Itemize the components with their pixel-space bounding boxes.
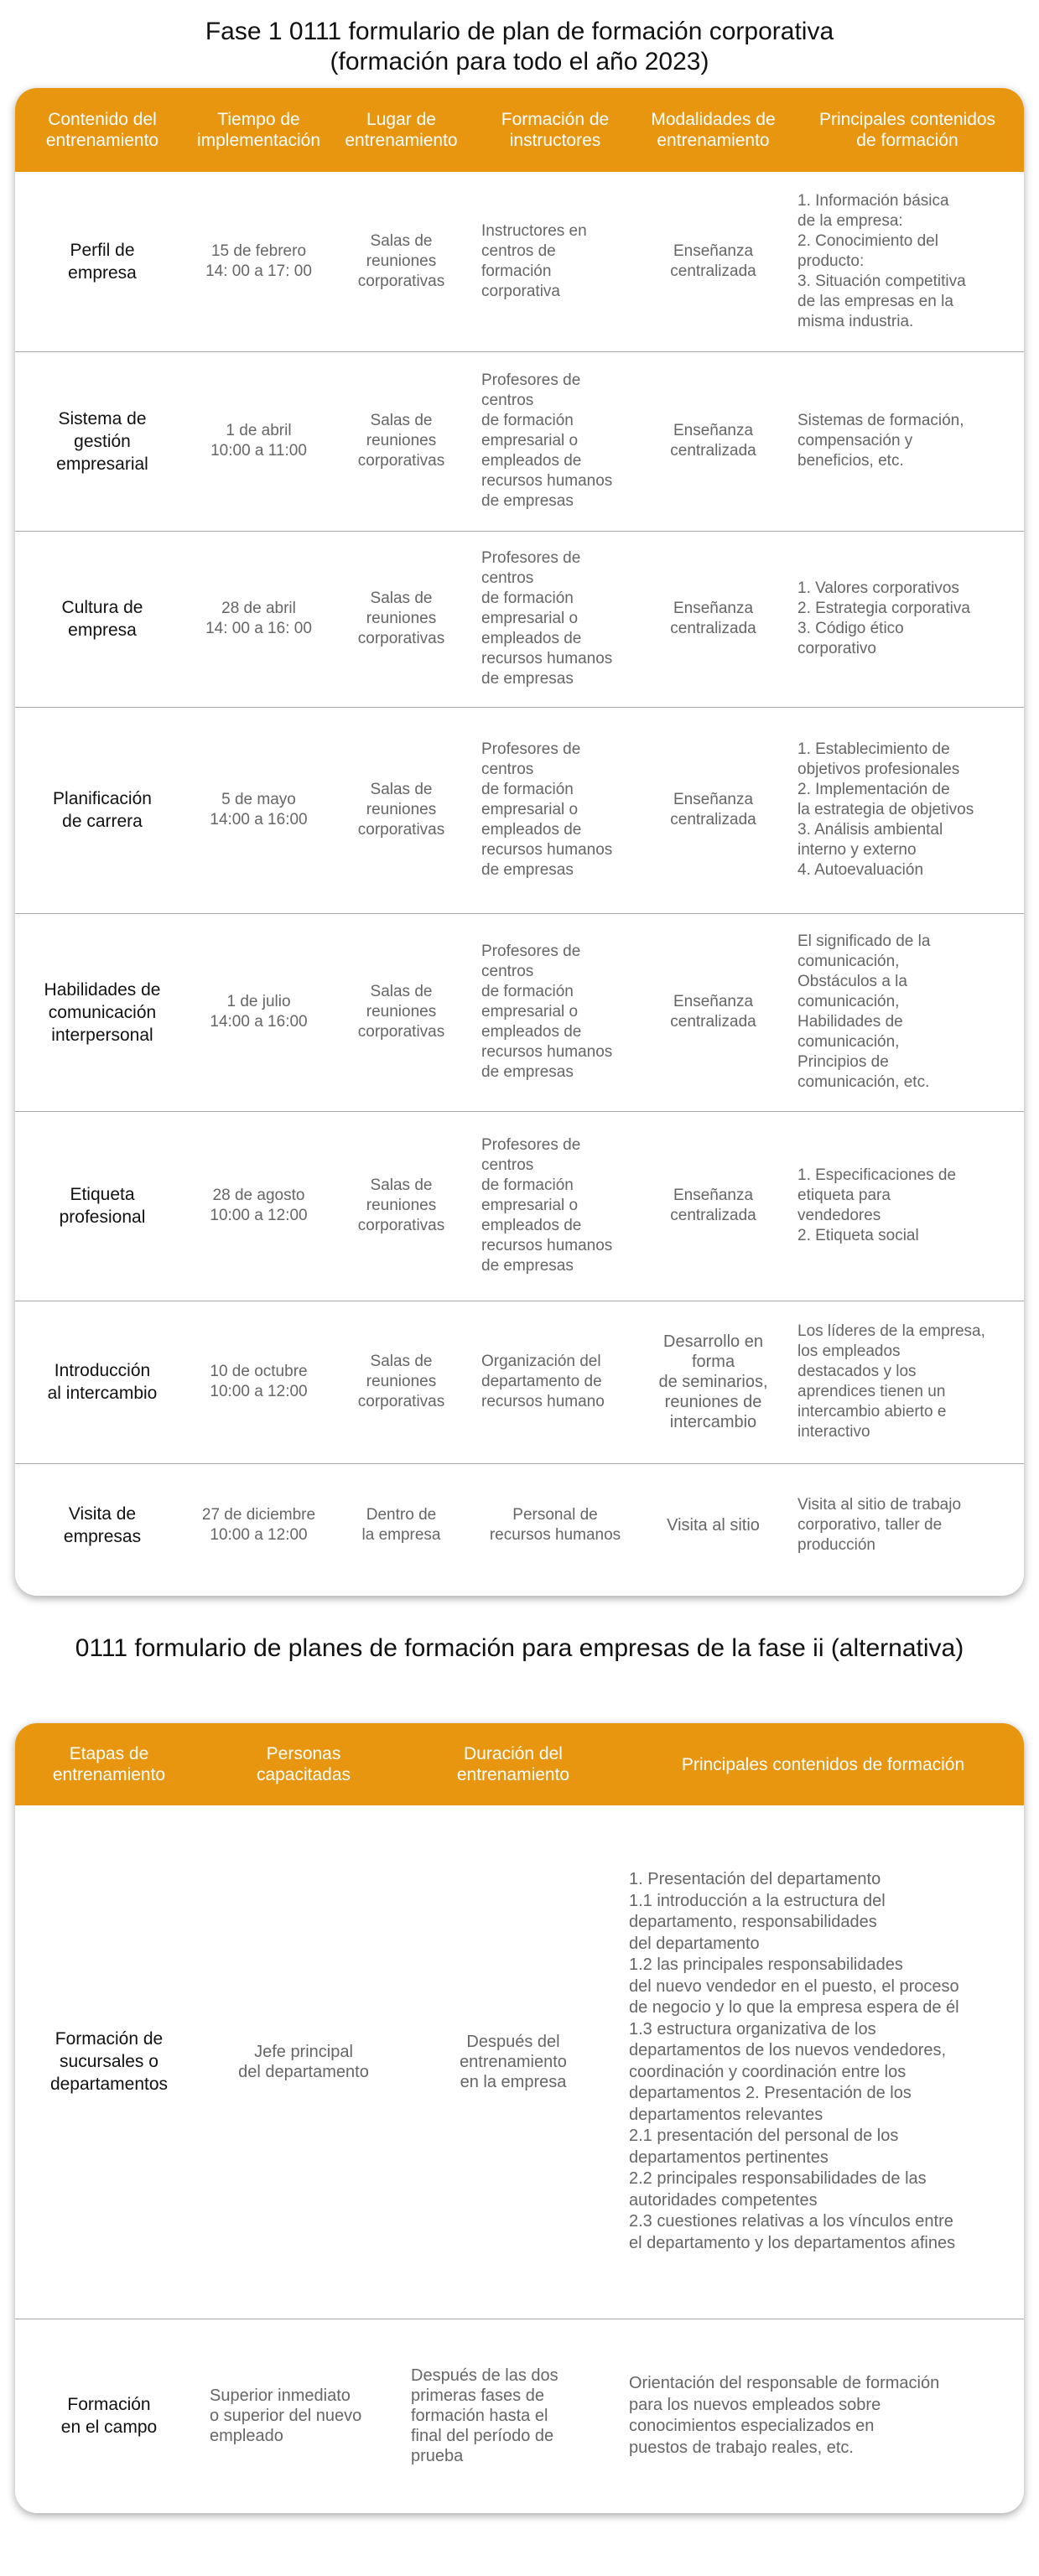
row-time: 10 de octubre 10:00 a 12:00	[190, 1301, 328, 1463]
row-instructors: Profesores de centros de formación empresarial o empleados de recursos humanos de empresas	[475, 1111, 636, 1301]
header-main-topics: Principales contenidos de formación	[791, 88, 1024, 172]
row-topics: Los líderes de la empresa, los empleados destacados y los aprendices tienen un intercambio abierto e interactivo	[791, 1301, 1024, 1463]
header-modality: Modalidades de entrenamiento	[636, 88, 791, 172]
table-row	[15, 707, 1024, 913]
row-modality: Enseñanza centralizada	[636, 531, 791, 707]
row-time: 28 de abril 14: 00 a 16: 00	[190, 531, 328, 707]
row-instructors: Personal de recursos humanos	[489, 1506, 621, 1545]
row-stage: Formación en el campo	[60, 2395, 158, 2438]
table-row	[15, 1301, 1024, 1463]
row-instructors: Profesores de centros de formación empresarial o empleados de recursos humanos de empresas	[475, 707, 636, 913]
table2-header-row	[15, 1723, 1024, 1805]
table1-header-row	[15, 88, 1024, 172]
row-place: Salas de reuniones corporativas	[328, 351, 475, 531]
table-row	[15, 351, 1024, 531]
row-time: 1 de abril 10:00 a 11:00	[190, 351, 328, 531]
table-row	[15, 531, 1024, 707]
row-place: Salas de reuniones corporativas	[328, 707, 475, 913]
training-plan-table-phase1	[15, 88, 1024, 1596]
header-training-stages: Etapas de entrenamiento	[15, 1723, 203, 1805]
row-modality: Enseñanza centralizada	[636, 707, 791, 913]
row-topics: El significado de la comunicación, Obstáculos a la comunicación, Habilidades de comunicación, Principios de comunicación, etc.	[791, 913, 1024, 1111]
table-row	[15, 2319, 1024, 2513]
row-content: Visita de empresas	[63, 1504, 142, 1547]
table-row	[15, 913, 1024, 1111]
header-instructors: Formación de instructores	[475, 88, 636, 172]
row-topics: 1. Especificaciones de etiqueta para vendedores 2. Etiqueta social	[791, 1111, 1024, 1301]
row-time: 1 de julio 14:00 a 16:00	[190, 913, 328, 1111]
row-topics: 1. Valores corporativos 2. Estrategia corporativa 3. Código ético corporativo	[791, 531, 1024, 707]
training-plan-table-phase2	[15, 1723, 1024, 2513]
row-content: Habilidades de comunicación interpersonal	[15, 913, 190, 1111]
row-time: 15 de febrero 14: 00 a 17: 00	[190, 172, 328, 351]
row-modality: Desarrollo en forma de seminarios, reuniones de intercambio	[636, 1301, 791, 1463]
row-place: Dentro de la empresa	[361, 1506, 441, 1545]
row-topics: Sistemas de formación, compensación y beneficios, etc.	[791, 351, 1024, 531]
table-row	[15, 1463, 1024, 1587]
row-instructors: Profesores de centros de formación empresarial o empleados de recursos humanos de empresas	[475, 351, 636, 531]
row-modality: Enseñanza centralizada	[636, 351, 791, 531]
row-trainees: Jefe principal del departamento	[203, 1805, 404, 2319]
row-time: 5 de mayo 14:00 a 16:00	[190, 707, 328, 913]
row-content: Sistema de gestión empresarial	[15, 351, 190, 531]
row-modality: Visita al sitio	[667, 1516, 760, 1535]
row-place: Salas de reuniones corporativas	[328, 172, 475, 351]
header-training-content: Contenido del entrenamiento	[15, 88, 190, 172]
row-content: Etiqueta profesional	[15, 1111, 190, 1301]
row-topics: 1. Establecimiento de objetivos profesionales 2. Implementación de la estrategia de objetivos 3. Análisis ambiental interno y externo 4. Autoevaluación	[791, 707, 1024, 913]
row-instructors: Organización del departamento de recursos humano	[475, 1301, 636, 1463]
row-duration: Después del entrenamiento en la empresa	[404, 1805, 622, 2319]
row-place: Salas de reuniones corporativas	[328, 1301, 475, 1463]
header-training-place: Lugar de entrenamiento	[328, 88, 475, 172]
row-time: 28 de agosto 10:00 a 12:00	[190, 1111, 328, 1301]
row-stage: Formación de sucursales o departamentos	[15, 1805, 203, 2319]
row-duration: Después de las dos primeras fases de formación hasta el final del período de prueba	[411, 2366, 558, 2466]
row-content: Cultura de empresa	[15, 531, 190, 707]
row-content: Introducción al intercambio	[15, 1301, 190, 1463]
row-topics: Orientación del responsable de formación para los nuevos empleados sobre conocimientos especializados en puestos de trabajo reales, etc.	[629, 2374, 940, 2457]
row-topics: Visita al sitio de trabajo corporativo, taller de producción	[797, 1496, 962, 1555]
header-trainees: Personas capacitadas	[203, 1723, 404, 1805]
row-content: Perfil de empresa	[15, 172, 190, 351]
row-place: Salas de reuniones corporativas	[328, 531, 475, 707]
row-place: Salas de reuniones corporativas	[328, 913, 475, 1111]
row-instructors: Profesores de centros de formación empresarial o empleados de recursos humanos de empresas	[475, 913, 636, 1111]
table-row	[15, 1805, 1024, 2319]
row-place: Salas de reuniones corporativas	[328, 1111, 475, 1301]
table1-title: Fase 1 0111 formulario de plan de formación corporativa (formación para todo el año 2023)	[205, 18, 834, 75]
row-topics: 1. Presentación del departamento 1.1 introducción a la estructura del departamento, responsabilidades del departamento 1.2 las principales responsabilidades del nuevo vendedor en el puesto, el proceso de negocio y lo que la empresa espera de él 1.3 estructura organizativa de los departamentos de los nuevos vendedores, coordinación y coordinación entre los departamentos 2. Presentación de los departamentos relevantes 2.1 presentación del personal de los departamentos pertinentes 2.2 principales responsabilidades de las autoridades competentes 2.3 cuestiones relativas a los vínculos entre el departamento y los departamentos afines	[622, 1805, 1024, 2319]
table-row	[15, 1111, 1024, 1301]
row-time: 27 de diciembre 10:00 a 12:00	[201, 1506, 316, 1545]
header-main-topics: Principales contenidos de formación	[622, 1723, 1024, 1805]
row-trainees: Superior inmediato o superior del nuevo empleado	[210, 2386, 362, 2446]
header-duration: Duración del entrenamiento	[404, 1723, 622, 1805]
row-modality: Enseñanza centralizada	[636, 913, 791, 1111]
table-row	[15, 172, 1024, 351]
row-content: Planificación de carrera	[15, 707, 190, 913]
row-topics: 1. Información básica de la empresa: 2. Conocimiento del producto: 3. Situación competitiva de las empresas en la misma industria.	[791, 172, 1024, 351]
table2-title: 0111 formulario de planes de formación para empresas de la fase ii (alternativa)	[75, 1634, 964, 1662]
row-modality: Enseñanza centralizada	[636, 1111, 791, 1301]
row-modality: Enseñanza centralizada	[636, 172, 791, 351]
header-implementation-time: Tiempo de implementación	[190, 88, 328, 172]
row-instructors: Profesores de centros de formación empresarial o empleados de recursos humanos de empresas	[475, 531, 636, 707]
row-instructors: Instructores en centros de formación corporativa	[475, 172, 636, 351]
